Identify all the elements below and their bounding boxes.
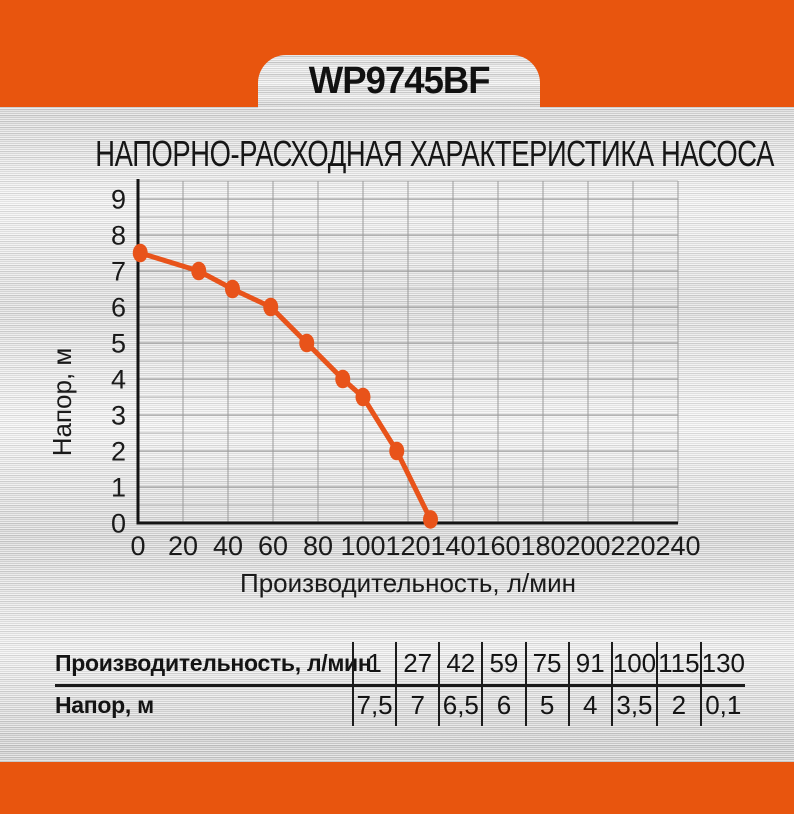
svg-text:6: 6 <box>110 292 126 323</box>
table-row-divider <box>55 684 745 687</box>
curve-data-points <box>133 244 438 529</box>
svg-text:1: 1 <box>110 472 126 503</box>
svg-text:100: 100 <box>340 531 386 561</box>
svg-text:160: 160 <box>475 531 521 561</box>
table-cell: 0,1 <box>700 684 745 726</box>
svg-text:120: 120 <box>385 531 431 561</box>
table-cell: 1 <box>352 642 395 684</box>
table-cell: 42 <box>438 642 481 684</box>
svg-text:180: 180 <box>520 531 566 561</box>
table-cell: 75 <box>525 642 568 684</box>
y-axis-title: Напор, м <box>47 347 77 457</box>
page-title: НАПОРНО-РАСХОДНАЯ ХАРАКТЕРИСТИКА НАСОСА <box>95 133 774 174</box>
table-cell: 91 <box>568 642 611 684</box>
svg-text:7: 7 <box>110 256 126 287</box>
x-axis-title: Производительность, л/мин <box>240 568 576 598</box>
svg-text:0: 0 <box>130 531 146 561</box>
table-cell: 6,5 <box>438 684 481 726</box>
svg-text:8: 8 <box>110 220 126 251</box>
table-cell: 130 <box>700 642 745 684</box>
table-cell: 4 <box>568 684 611 726</box>
table-cell: 115 <box>656 642 699 684</box>
table-cell: 2 <box>656 684 699 726</box>
svg-text:2: 2 <box>110 436 126 467</box>
table-row-label: Напор, м <box>55 691 154 718</box>
svg-text:9: 9 <box>110 184 126 215</box>
svg-text:240: 240 <box>655 531 701 561</box>
table-cell: 100 <box>611 642 656 684</box>
svg-text:200: 200 <box>565 531 611 561</box>
svg-text:4: 4 <box>110 364 126 395</box>
svg-text:220: 220 <box>610 531 656 561</box>
pump-curve <box>140 253 430 519</box>
model-tab <box>258 55 540 108</box>
table-cell: 59 <box>481 642 524 684</box>
pump-curve-chart <box>40 176 752 608</box>
svg-text:0: 0 <box>110 508 126 539</box>
svg-text:3: 3 <box>110 400 126 431</box>
table-cell: 27 <box>395 642 438 684</box>
table-cell: 3,5 <box>611 684 656 726</box>
svg-text:5: 5 <box>110 328 126 359</box>
svg-text:140: 140 <box>430 531 476 561</box>
svg-text:20: 20 <box>167 531 199 561</box>
table-cell: 6 <box>481 684 524 726</box>
footer-band <box>0 762 794 814</box>
table-row-label: Производительность, л/мин <box>55 649 372 676</box>
svg-text:40: 40 <box>212 531 244 561</box>
table-cell: 7 <box>395 684 438 726</box>
model-name: WP9745BF <box>308 60 490 102</box>
table-cell: 7,5 <box>352 684 395 726</box>
svg-text:80: 80 <box>302 531 334 561</box>
svg-text:60: 60 <box>257 531 289 561</box>
table-cell: 5 <box>525 684 568 726</box>
